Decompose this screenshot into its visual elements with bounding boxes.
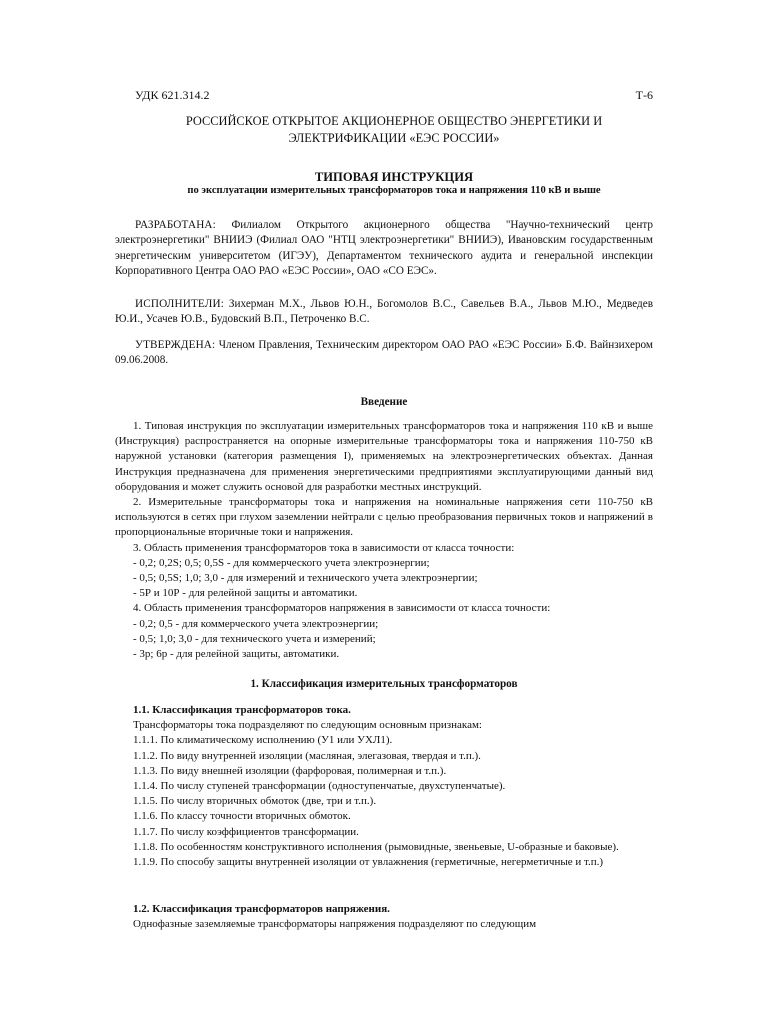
intro-paragraph-2: 2. Измерительные трансформаторы тока и напряжения на номинальные напряжения сети 110-750 кВ используются в сетях при глухом заземлении нейтрали с целью преобразования первичных токов и напряжений в пропорциональные вторичные токи и напряжения.: [115, 496, 653, 539]
subsection-1-2-heading: 1.2. Классификация трансформаторов напряжения.: [133, 903, 390, 915]
list-item: 1.1.7. По числу коэффициентов трансформации.: [133, 825, 359, 838]
section-1-1: [115, 703, 653, 870]
udk-code: УДК 621.314.2: [135, 88, 210, 102]
section-1-2: [115, 902, 653, 932]
document-subtitle: по эксплуатации измерительных трансформаторов тока и напряжения 110 кВ и выше: [187, 185, 601, 196]
developed-paragraph: [115, 218, 653, 279]
list-item: 1.1.1. По климатическому исполнению (У1 или УХЛ1).: [133, 734, 393, 747]
subsection-1-2-lead: Однофазные заземляемые трансформаторы напряжения подразделяют по следующим: [133, 918, 537, 931]
approved-paragraph: [115, 338, 653, 369]
intro-paragraph-4: 4. Область применения трансформаторов напряжения в зависимости от класса точности:: [133, 602, 551, 615]
approved-text: Членом Правления, Техническим директором ОАО РАО «ЕЭС России» Б.Ф. Вайнзихером 09.06.2008.: [115, 339, 653, 367]
subsection-1-1-heading: 1.1. Классификация трансформаторов тока.: [133, 704, 351, 716]
document-title: ТИПОВАЯ ИНСТРУКЦИЯ: [314, 170, 474, 184]
list-item: 1.1.6. По классу точности вторичных обмоток.: [133, 810, 351, 823]
section-1-heading: 1. Классификация измерительных трансформаторов: [250, 678, 518, 690]
list-item: - 0,2; 0,5 - для коммерческого учета электроэнергии;: [133, 617, 379, 630]
list-item: - 0,5; 0,5S; 1,0; 3,0 - для измерений и технического учета электроэнергии;: [133, 572, 478, 585]
list-item: - 0,5; 1,0; 3,0 - для технического учета и измерений;: [133, 632, 376, 645]
list-item: 1.1.3. По виду внешней изоляции (фарфоровая, полимерная и т.п.).: [133, 764, 447, 777]
list-item: 1.1.8. По особенностям конструктивного исполнения (рымовидные, звеньевые, U-образные и баковые).: [133, 840, 619, 853]
executors-text: Зихерман М.Х., Львов Ю.Н., Богомолов В.С., Савельев В.А., Львов М.Ю., Медведев Ю.И., Усачев Ю.В., Будовский В.П., Петроченко В.С.: [115, 298, 653, 326]
document-code: Т-6: [635, 88, 653, 102]
list-item: - 3р; 6р - для релейной защиты, автоматики.: [133, 648, 340, 661]
organization-line-2: ЭЛЕКТРИФИКАЦИИ «ЕЭС РОССИИ»: [288, 131, 500, 145]
executors-paragraph: [115, 297, 653, 328]
executors-label: ИСПОЛНИТЕЛИ:: [135, 298, 224, 310]
organization-line-1: РОССИЙСКОЕ ОТКРЫТОЕ АКЦИОНЕРНОЕ ОБЩЕСТВО ЭНЕРГЕТИКИ И: [185, 114, 603, 128]
approved-label: УТВЕРЖДЕНА:: [135, 339, 216, 351]
intro-paragraph-3: 3. Область применения трансформаторов тока в зависимости от класса точности:: [133, 541, 515, 554]
list-item: 1.1.2. По виду внутренней изоляции (масляная, элегазовая, твердая и т.п.).: [133, 749, 481, 762]
organization-name: [135, 113, 653, 147]
intro-paragraph-1: 1. Типовая инструкция по эксплуатации измерительных трансформаторов тока и напряжения 110 кВ и выше (Инструкция) распространяется на опорные измерительные трансформаторы тока и напряжения 110-750 кВ наружной установки (категория размещения I), применяемых на электроэнергетических объектах. Данная Инструкция предназначена для применения энергетическими предприятиями эксплуатирующими данный вид оборудования и может служить основой для разработки местных инструкций.: [115, 420, 653, 493]
list-item: - 0,2; 0,2S; 0,5; 0,5S - для коммерческого учета электроэнергии;: [133, 556, 430, 569]
developed-text: Филиалом Открытого акционерного общества "Научно-технический центр электроэнергетики" ВНИИЭ (Филиал ОАО "НТЦ электроэнергетики" ВНИИЭ), Ивановским государственным энергетическим университетом (ИГЭУ), Департаментом технического аудита и генеральной инспекции Корпоративного Центра ОАО РАО «ЕЭС России», ОАО «СО ЕЭС».: [115, 219, 653, 277]
list-item: - 5Р и 10Р - для релейной защиты и автоматики.: [133, 587, 358, 600]
list-item: 1.1.5. По числу вторичных обмоток (две, три и т.п.).: [133, 795, 377, 808]
subsection-1-1-lead: Трансформаторы тока подразделяют по следующим основным признакам:: [133, 719, 482, 732]
intro-heading: Введение: [360, 396, 408, 408]
list-item: 1.1.4. По числу ступеней трансформации (одноступенчатые, двухступенчатые).: [133, 780, 506, 793]
intro-section: [115, 419, 653, 662]
developed-label: РАЗРАБОТАНА:: [135, 219, 216, 231]
list-item: 1.1.9. По способу защиты внутренней изоляции от увлажнения (герметичные, негерметичные и т.п.): [133, 856, 604, 869]
